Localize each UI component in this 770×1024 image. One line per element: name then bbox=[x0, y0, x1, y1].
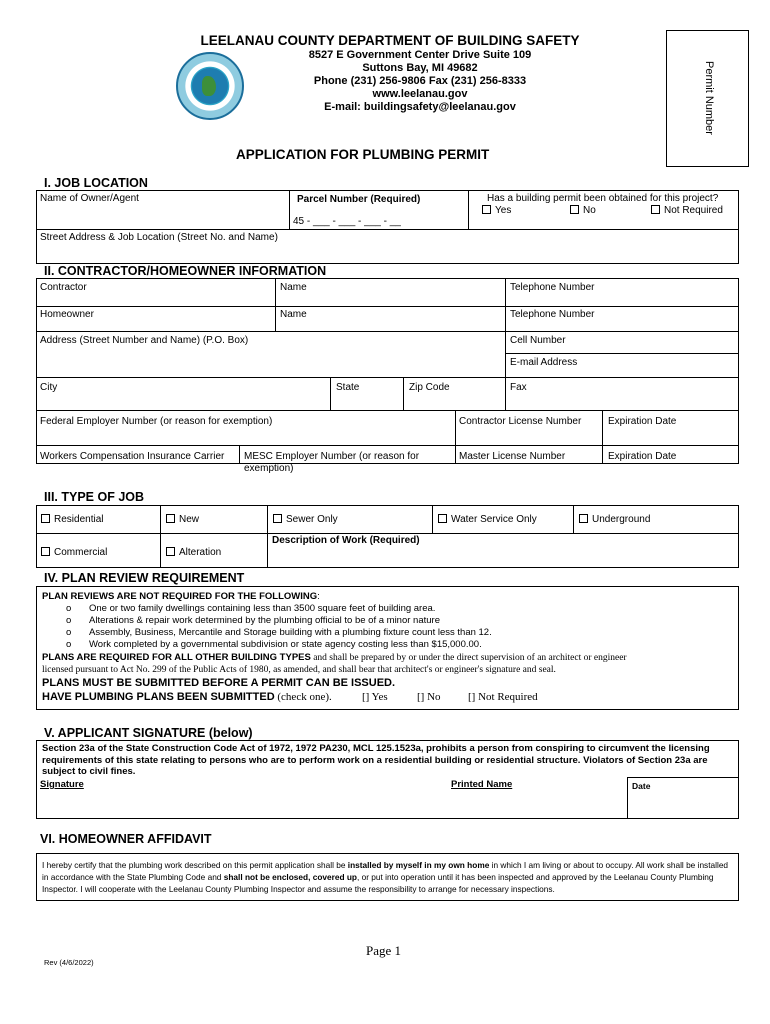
underground-option[interactable]: Underground bbox=[579, 514, 650, 526]
expiration-date-label-2: Expiration Date bbox=[608, 451, 677, 462]
building-permit-yes[interactable]: Yes bbox=[482, 205, 511, 217]
checkbox-icon[interactable] bbox=[579, 514, 588, 523]
zip-code-label: Zip Code bbox=[409, 382, 450, 393]
plans-submitted-not-required[interactable]: [] Not Required bbox=[468, 691, 538, 703]
page-number: Page 1 bbox=[366, 943, 402, 958]
plans-required-text: PLANS ARE REQUIRED FOR ALL OTHER BUILDING TYPES and shall be prepared by or under the direct supervision of an architect or engineer bbox=[42, 652, 627, 663]
exempt-item-3: Assembly, Business, Mercantile and Storage building with a plumbing fixture count less than 12. bbox=[89, 627, 492, 638]
department-address-line1: 8527 E Government Center Drive Suite 109 bbox=[308, 49, 532, 61]
checkbox-icon[interactable] bbox=[166, 514, 175, 523]
signature-field[interactable] bbox=[40, 792, 620, 816]
federal-employer-number-label: Federal Employer Number (or reason for exemption) bbox=[40, 416, 273, 427]
statute-notice: Section 23a of the State Construction Code Act of 1972, 1972 PA230, MCL 125.1523a, prohibits a person from conspiring to circumvent the licensing requirements of this state relating to persons who are to perform work on a residential building or residential structure. Violators of Section 23a are subject to civil fines. bbox=[42, 743, 710, 777]
plans-submitted-no[interactable]: [] No bbox=[417, 691, 441, 703]
checkbox-icon[interactable] bbox=[273, 514, 282, 523]
department-email: E-mail: buildingsafety@leelanau.gov bbox=[324, 101, 516, 113]
residential-option[interactable]: Residential bbox=[41, 514, 103, 526]
section-affidavit-heading: VI. HOMEOWNER AFFIDAVIT bbox=[40, 832, 212, 846]
homeowner-telephone-label: Telephone Number bbox=[510, 309, 595, 320]
contractor-license-label: Contractor License Number bbox=[459, 416, 582, 427]
building-permit-question: Has a building permit been obtained for this project? bbox=[487, 193, 719, 204]
bullet-marker: o bbox=[66, 627, 72, 638]
plans-submitted-question: HAVE PLUMBING PLANS BEEN SUBMITTED (check one). bbox=[42, 691, 332, 703]
cell-number-label: Cell Number bbox=[510, 335, 566, 346]
section-signature-heading: V. APPLICANT SIGNATURE (below) bbox=[44, 726, 253, 740]
contractor-telephone-label: Telephone Number bbox=[510, 282, 595, 293]
email-address-label: E-mail Address bbox=[510, 357, 578, 368]
homeowner-name-label: Name bbox=[280, 309, 307, 320]
fax-label: Fax bbox=[510, 382, 527, 393]
department-phone: Phone (231) 256-9806 Fax (231) 256-8333 bbox=[313, 75, 527, 87]
bullet-marker: o bbox=[66, 603, 72, 614]
plans-submitted-yes[interactable]: [] Yes bbox=[362, 691, 388, 703]
checkbox-icon[interactable] bbox=[570, 205, 579, 214]
printed-name-label: Printed Name bbox=[451, 779, 513, 790]
form-title: APPLICATION FOR PLUMBING PERMIT bbox=[236, 147, 490, 162]
section-plan-review-heading: IV. PLAN REVIEW REQUIREMENT bbox=[44, 571, 245, 585]
department-address-line2: Suttons Bay, MI 49682 bbox=[362, 62, 478, 74]
plan-review-not-required-heading: PLAN REVIEWS ARE NOT REQUIRED FOR THE FOLLOWING: bbox=[42, 591, 320, 602]
exempt-item-4: Work completed by a governmental subdivision or state agency costing less than $15,000.00. bbox=[89, 639, 482, 650]
checkbox-icon[interactable] bbox=[651, 205, 660, 214]
workers-comp-label: Workers Compensation Insurance Carrier bbox=[40, 451, 225, 462]
commercial-option[interactable]: Commercial bbox=[41, 547, 107, 559]
master-license-label: Master License Number bbox=[459, 451, 566, 462]
section-contractor-heading: II. CONTRACTOR/HOMEOWNER INFORMATION bbox=[44, 264, 327, 278]
bullet-marker: o bbox=[66, 615, 72, 626]
permit-number-box[interactable] bbox=[666, 30, 749, 167]
parcel-number-label: Parcel Number (Required) bbox=[297, 194, 421, 205]
parcel-number-field[interactable]: 45 - ___ - ___ - ___ - __ bbox=[293, 216, 401, 227]
state-label: State bbox=[336, 382, 360, 393]
checkbox-icon[interactable] bbox=[41, 514, 50, 523]
building-permit-not-required[interactable]: Not Required bbox=[651, 205, 723, 217]
water-service-only-option[interactable]: Water Service Only bbox=[438, 514, 537, 526]
checkbox-icon[interactable] bbox=[482, 205, 491, 214]
exempt-item-2: Alterations & repair work determined by the plumbing official to be of a minor nature bbox=[89, 615, 440, 626]
address-label: Address (Street Number and Name) (P.O. Box) bbox=[40, 335, 249, 346]
mesc-employer-label: MESC Employer Number (or reason for exemption) bbox=[244, 451, 420, 474]
revision-date: Rev (4/6/2022) bbox=[44, 958, 94, 967]
affidavit-text: I hereby certify that the plumbing work described on this permit application shall be installed by myself in my own home in which I am living or about to occupy. All work shall be installed in accordance with the State Plumbing Code and shall not be enclosed, covered up, or put into operation until it has been inspected and approved by the Leelanau County Plumbing Inspector. I will cooperate with the Leelanau County Plumbing Inspector and assume the responsibility to arrange for necessary inspections. bbox=[42, 860, 729, 894]
exempt-item-1: One or two family dwellings containing less than 3500 square feet of building area. bbox=[89, 603, 436, 614]
plans-must-be-submitted: PLANS MUST BE SUBMITTED BEFORE A PERMIT CAN BE ISSUED. bbox=[42, 677, 396, 689]
sewer-only-option[interactable]: Sewer Only bbox=[273, 514, 338, 526]
contractor-name-label: Name bbox=[280, 282, 307, 293]
permit-number-label: Permit Number bbox=[703, 61, 715, 135]
signature-label: Signature bbox=[40, 779, 84, 790]
city-label: City bbox=[40, 382, 58, 393]
contractor-label: Contractor bbox=[40, 282, 87, 293]
department-website: www.leelanau.gov bbox=[372, 88, 468, 100]
owner-agent-label: Name of Owner/Agent bbox=[40, 193, 139, 204]
section-job-location-heading: I. JOB LOCATION bbox=[44, 176, 148, 190]
date-label: Date bbox=[632, 781, 651, 791]
homeowner-label: Homeowner bbox=[40, 309, 94, 320]
section-type-of-job-heading: III. TYPE OF JOB bbox=[44, 490, 145, 504]
alteration-option[interactable]: Alteration bbox=[166, 547, 221, 559]
expiration-date-label-1: Expiration Date bbox=[608, 416, 677, 427]
building-permit-no[interactable]: No bbox=[570, 205, 596, 217]
street-address-label: Street Address & Job Location (Street No. and Name) bbox=[40, 232, 278, 243]
checkbox-icon[interactable] bbox=[438, 514, 447, 523]
description-of-work-label: Description of Work (Required) bbox=[272, 535, 420, 546]
department-name: LEELANAU COUNTY DEPARTMENT OF BUILDING SAFETY bbox=[200, 33, 580, 48]
checkbox-icon[interactable] bbox=[166, 547, 175, 556]
new-option[interactable]: New bbox=[166, 514, 199, 526]
checkbox-icon[interactable] bbox=[41, 547, 50, 556]
bullet-marker: o bbox=[66, 639, 72, 650]
plans-required-text-line2: licensed pursuant to Act No. 299 of the Public Acts of 1980, as amended, and shall bear that architect's or engineer's signature and seal. bbox=[42, 665, 556, 675]
